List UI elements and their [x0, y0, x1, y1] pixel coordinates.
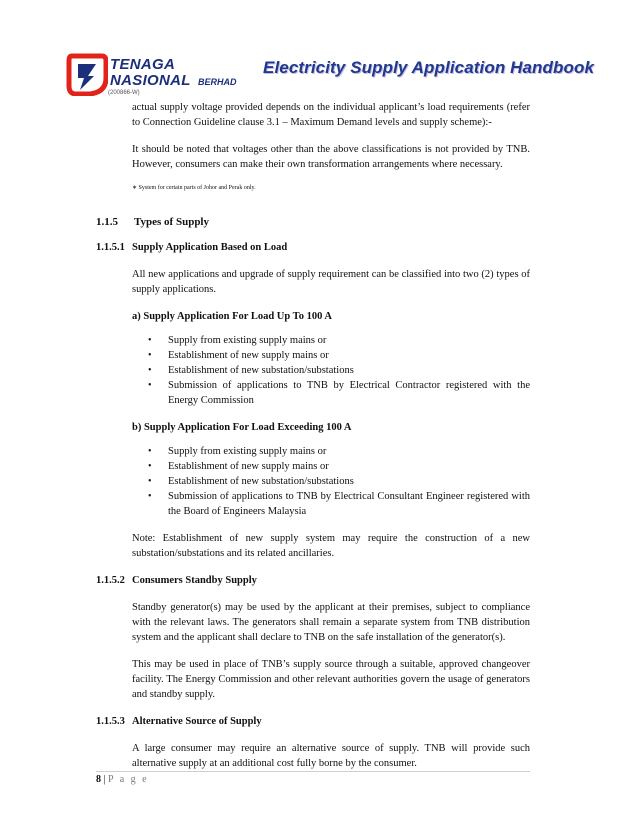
- paragraph-application-types: All new applications and upgrade of supply requirement can be classified into two (2) types of supply applications.: [132, 269, 530, 295]
- list-load-up-to-100a: [146, 333, 530, 408]
- section-number: 1.1.5.2: [96, 575, 125, 586]
- paragraph-note: Note: Establishment of new supply system may require the construction of a new substation/substations and its related ancillaries.: [132, 533, 530, 559]
- section-heading-alternative-source: [96, 714, 530, 729]
- logo-text-nasional: NASIONAL: [110, 72, 191, 89]
- page-number: 8: [96, 774, 101, 785]
- paragraph-changeover: This may be used in place of TNB’s supply source through a suitable, approved changeover facility. The Energy Commission and other relevant authorities govern the usage of generators and standby supply.: [132, 659, 530, 700]
- tnb-logo: [66, 52, 276, 102]
- paragraph-supply-voltage: actual supply voltage provided depends on the individual applicant’s load requirements (refer to Connection Guideline clause 3.1 – Maximum Demand levels and supply scheme):-: [132, 102, 530, 128]
- section-number: 1.1.5.1: [96, 242, 125, 253]
- section-number: 1.1.5: [96, 216, 118, 228]
- subheading-load-up-to-100a: a) Supply Application For Load Up To 100 A: [132, 311, 332, 322]
- list-item: • Supply from existing supply mains or: [146, 333, 530, 348]
- list-load-exceeding-100a: [146, 444, 530, 519]
- subheading-load-exceeding-100a: b) Supply Application For Load Exceeding 100 A: [132, 422, 352, 433]
- section-title: Alternative Source of Supply: [132, 716, 262, 727]
- section-title: Types of Supply: [134, 216, 209, 228]
- page-content: [96, 100, 530, 771]
- logo-registration: (200866-W): [108, 90, 140, 96]
- list-item: • Establishment of new substation/substations: [146, 363, 530, 378]
- paragraph-voltage-note: It should be noted that voltages other than the above classifications is not provided by TNB. However, consumers can make their own transformation arrangements where necessary.: [132, 144, 530, 170]
- footer-separator: |: [101, 774, 109, 785]
- page-label: P a g e: [108, 774, 149, 785]
- logo-text-tenaga: TENAGA: [110, 56, 176, 73]
- paragraph-alternative-supply: A large consumer may require an alternative source of supply. TNB will provide such alternative supply at an additional cost fully borne by the consumer.: [132, 743, 530, 769]
- tnb-logo-mark-icon: [66, 52, 108, 96]
- list-item: • Establishment of new substation/substations: [146, 474, 530, 489]
- section-title: Consumers Standby Supply: [132, 575, 257, 586]
- section-number: 1.1.5.3: [96, 716, 125, 727]
- footer-divider: [96, 771, 530, 772]
- list-item: • Submission of applications to TNB by Electrical Contractor registered with the Energy Commission: [146, 378, 530, 408]
- list-item: • Establishment of new supply mains or: [146, 348, 530, 363]
- logo-text-berhad: BERHAD: [198, 77, 237, 87]
- list-item: • Submission of applications to TNB by Electrical Consultant Engineer registered with the Board of Engineers Malaysia: [146, 489, 530, 519]
- paragraph-standby-generators: Standby generator(s) may be used by the applicant at their premises, subject to compliance with the relevant laws. The generators shall remain a separate system from TNB distribution system and the applicant shall declare to TNB on the safe installation of the generator(s).: [132, 602, 530, 643]
- section-title: Supply Application Based on Load: [132, 242, 288, 253]
- page-footer: [96, 774, 149, 785]
- section-heading-types-of-supply: [96, 215, 530, 230]
- handbook-title: Electricity Supply Application Handbook: [263, 58, 595, 77]
- footnote: ∗ System for certain parts of Johor and Perak only.: [132, 185, 256, 191]
- list-item: • Supply from existing supply mains or: [146, 444, 530, 459]
- section-heading-supply-application-load: [96, 240, 530, 255]
- list-item: • Establishment of new supply mains or: [146, 459, 530, 474]
- section-heading-standby-supply: [96, 573, 530, 588]
